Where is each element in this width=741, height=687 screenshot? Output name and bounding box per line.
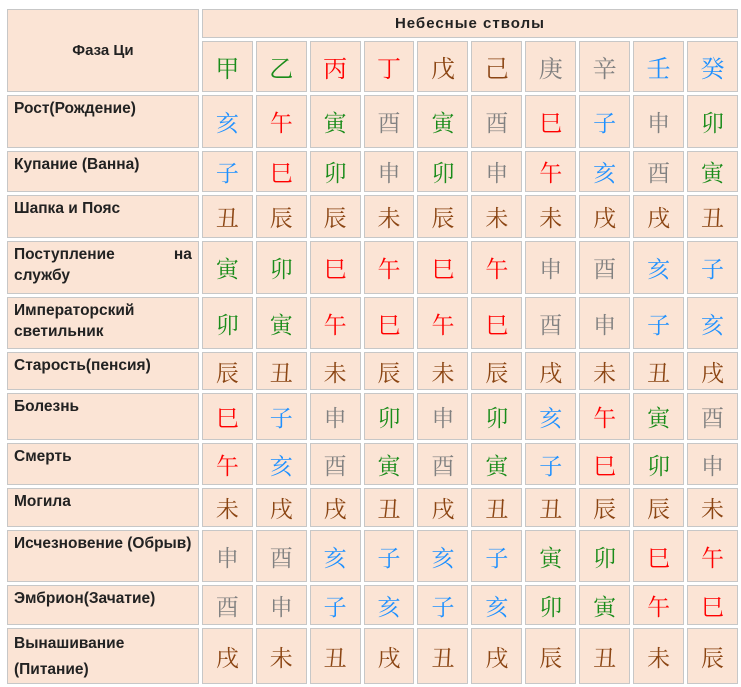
table-row [7, 443, 738, 485]
branch-cell: 巳 [310, 241, 361, 294]
branch-cell: 辰 [579, 488, 630, 527]
branch-cell: 酉 [471, 95, 522, 148]
branch-cell: 子 [471, 530, 522, 582]
branch-cell: 辰 [417, 195, 468, 238]
branch-cell: 酉 [202, 585, 253, 625]
branch-cell: 子 [417, 585, 468, 625]
branch-cell: 丑 [471, 488, 522, 527]
branch-cell: 巳 [471, 297, 522, 349]
branch-cell: 酉 [687, 393, 738, 440]
branch-cell: 丑 [364, 488, 415, 527]
branch-cell: 未 [525, 195, 576, 238]
branch-cell: 未 [202, 488, 253, 527]
branch-cell: 戌 [364, 628, 415, 684]
branch-cell: 寅 [471, 443, 522, 485]
phase-column-header: Фаза Ци [7, 9, 199, 92]
heavenly-stems-title: Небесные стволы [202, 9, 738, 38]
branch-cell: 午 [579, 393, 630, 440]
branch-cell: 申 [256, 585, 307, 625]
branch-cell: 午 [256, 95, 307, 148]
branch-cell: 辰 [687, 628, 738, 684]
branch-cell: 未 [364, 195, 415, 238]
branch-cell: 辰 [471, 352, 522, 390]
table-row [7, 151, 738, 192]
branch-cell: 子 [579, 95, 630, 148]
table-row [7, 95, 738, 148]
branch-cell: 申 [310, 393, 361, 440]
branch-cell: 子 [310, 585, 361, 625]
branch-cell: 戌 [471, 628, 522, 684]
header-row-top [7, 9, 738, 38]
phase-label: Поступление на службу [7, 241, 199, 294]
branch-cell: 卯 [256, 241, 307, 294]
branch-cell: 寅 [525, 530, 576, 582]
branch-cell: 子 [687, 241, 738, 294]
table-row [7, 585, 738, 625]
stem-header-cell: 己 [471, 41, 522, 92]
branch-cell: 亥 [202, 95, 253, 148]
stem-header-cell: 庚 [525, 41, 576, 92]
table-body [7, 9, 738, 684]
table-row [7, 352, 738, 390]
branch-cell: 巳 [579, 443, 630, 485]
branch-cell: 寅 [579, 585, 630, 625]
branch-cell: 午 [687, 530, 738, 582]
branch-cell: 午 [633, 585, 684, 625]
branch-cell: 未 [579, 352, 630, 390]
phase-label: Исчезновение (Обрыв) [7, 530, 199, 582]
stem-header-cell: 壬 [633, 41, 684, 92]
branch-cell: 卯 [633, 443, 684, 485]
branch-cell: 亥 [256, 443, 307, 485]
branch-cell: 午 [364, 241, 415, 294]
branch-cell: 巳 [687, 585, 738, 625]
branch-cell: 丑 [633, 352, 684, 390]
branch-cell: 午 [471, 241, 522, 294]
branch-cell: 戌 [417, 488, 468, 527]
table-row [7, 488, 738, 527]
branch-cell: 辰 [202, 352, 253, 390]
phase-label: Болезнь [7, 393, 199, 440]
table-row [7, 241, 738, 294]
branch-cell: 卯 [687, 95, 738, 148]
table-row [7, 628, 738, 684]
branch-cell: 丑 [687, 195, 738, 238]
branch-cell: 巳 [633, 530, 684, 582]
phase-label: Купание (Ванна) [7, 151, 199, 192]
branch-cell: 卯 [579, 530, 630, 582]
branch-cell: 戌 [310, 488, 361, 527]
branch-cell: 辰 [310, 195, 361, 238]
branch-cell: 子 [525, 443, 576, 485]
branch-cell: 子 [202, 151, 253, 192]
stem-header-cell: 辛 [579, 41, 630, 92]
stem-header-cell: 乙 [256, 41, 307, 92]
branch-cell: 亥 [633, 241, 684, 294]
branch-cell: 辰 [256, 195, 307, 238]
branch-cell: 卯 [525, 585, 576, 625]
branch-cell: 未 [256, 628, 307, 684]
branch-cell: 戌 [687, 352, 738, 390]
branch-cell: 丑 [579, 628, 630, 684]
stem-header-cell: 癸 [687, 41, 738, 92]
branch-cell: 酉 [633, 151, 684, 192]
branch-cell: 未 [310, 352, 361, 390]
branch-cell: 卯 [417, 151, 468, 192]
branch-cell: 丑 [202, 195, 253, 238]
branch-cell: 寅 [364, 443, 415, 485]
branch-cell: 午 [525, 151, 576, 192]
branch-cell: 午 [202, 443, 253, 485]
phase-label: Шапка и Пояс [7, 195, 199, 238]
branch-cell: 未 [417, 352, 468, 390]
table-row [7, 530, 738, 582]
branch-cell: 酉 [364, 95, 415, 148]
branch-cell: 酉 [579, 241, 630, 294]
table-row [7, 393, 738, 440]
branch-cell: 卯 [471, 393, 522, 440]
branch-cell: 丑 [256, 352, 307, 390]
branch-cell: 辰 [364, 352, 415, 390]
table-row [7, 195, 738, 238]
branch-cell: 申 [202, 530, 253, 582]
branch-cell: 戌 [202, 628, 253, 684]
branch-cell: 子 [364, 530, 415, 582]
phase-label: Эмбрион(Зачатие) [7, 585, 199, 625]
branch-cell: 丑 [525, 488, 576, 527]
branch-cell: 亥 [525, 393, 576, 440]
phase-label: Рост(Рождение) [7, 95, 199, 148]
branch-cell: 巳 [417, 241, 468, 294]
table-row [7, 297, 738, 349]
branch-cell: 午 [310, 297, 361, 349]
branch-cell: 巳 [525, 95, 576, 148]
branch-cell: 戌 [525, 352, 576, 390]
branch-cell: 酉 [417, 443, 468, 485]
branch-cell: 未 [471, 195, 522, 238]
branch-cell: 卯 [202, 297, 253, 349]
phase-label: Смерть [7, 443, 199, 485]
phase-label: Старость(пенсия) [7, 352, 199, 390]
branch-cell: 卯 [364, 393, 415, 440]
branch-cell: 亥 [471, 585, 522, 625]
branch-cell: 卯 [310, 151, 361, 192]
branch-cell: 巳 [256, 151, 307, 192]
branch-cell: 申 [364, 151, 415, 192]
branch-cell: 申 [471, 151, 522, 192]
branch-cell: 亥 [364, 585, 415, 625]
branch-cell: 申 [579, 297, 630, 349]
branch-cell: 巳 [364, 297, 415, 349]
branch-cell: 巳 [202, 393, 253, 440]
branch-cell: 申 [417, 393, 468, 440]
stem-header-cell: 丙 [310, 41, 361, 92]
branch-cell: 申 [525, 241, 576, 294]
stem-header-cell: 甲 [202, 41, 253, 92]
branch-cell: 申 [633, 95, 684, 148]
branch-cell: 戌 [579, 195, 630, 238]
branch-cell: 戌 [633, 195, 684, 238]
branch-cell: 亥 [579, 151, 630, 192]
branch-cell: 寅 [310, 95, 361, 148]
branch-cell: 寅 [202, 241, 253, 294]
branch-cell: 子 [256, 393, 307, 440]
stem-header-cell: 丁 [364, 41, 415, 92]
phase-label: Вынашивание (Питание) [7, 628, 199, 684]
branch-cell: 辰 [633, 488, 684, 527]
stem-header-cell: 戊 [417, 41, 468, 92]
branch-cell: 亥 [310, 530, 361, 582]
branch-cell: 酉 [525, 297, 576, 349]
branch-cell: 午 [417, 297, 468, 349]
branch-cell: 子 [633, 297, 684, 349]
branch-cell: 丑 [417, 628, 468, 684]
branch-cell: 酉 [310, 443, 361, 485]
phase-label: Императорский светильник [7, 297, 199, 349]
branch-cell: 酉 [256, 530, 307, 582]
qi-phase-table [4, 6, 741, 687]
branch-cell: 未 [633, 628, 684, 684]
branch-cell: 亥 [687, 297, 738, 349]
branch-cell: 寅 [256, 297, 307, 349]
branch-cell: 申 [687, 443, 738, 485]
branch-cell: 未 [687, 488, 738, 527]
branch-cell: 寅 [687, 151, 738, 192]
branch-cell: 戌 [256, 488, 307, 527]
branch-cell: 丑 [310, 628, 361, 684]
phase-label: Могила [7, 488, 199, 527]
branch-cell: 辰 [525, 628, 576, 684]
branch-cell: 寅 [417, 95, 468, 148]
branch-cell: 寅 [633, 393, 684, 440]
branch-cell: 亥 [417, 530, 468, 582]
